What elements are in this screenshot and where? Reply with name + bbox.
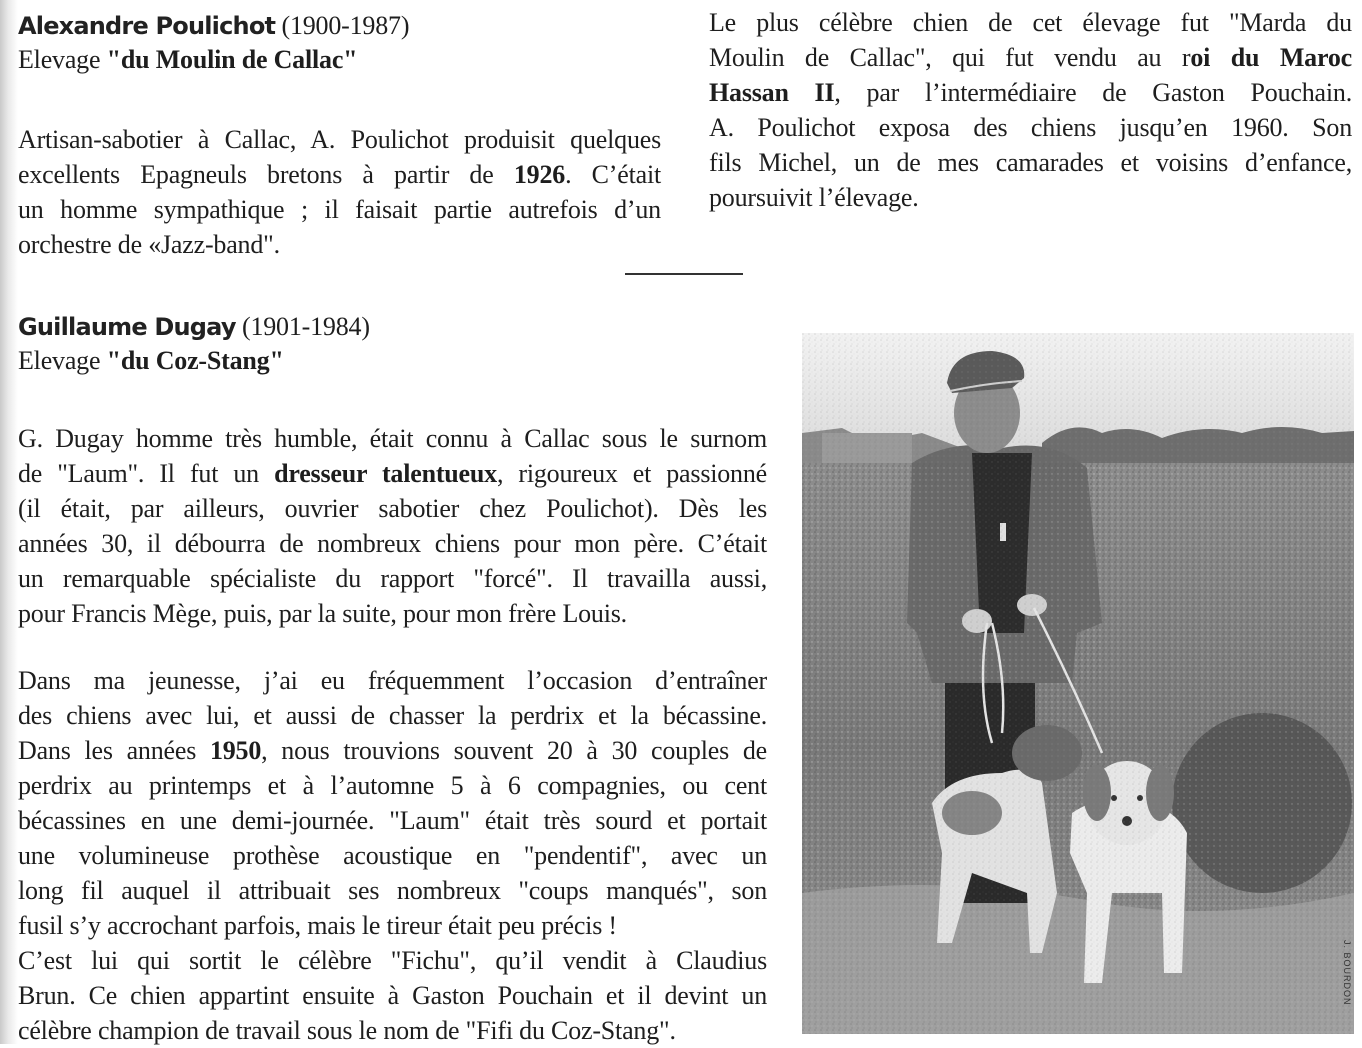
section-heading (18, 9, 661, 43)
kennel-line (18, 344, 767, 378)
kennel-prefix: Elevage (18, 346, 107, 375)
text-run: fils Michel, un de mes camarades et voisins d’enfance, (709, 148, 1352, 177)
text-run: Le plus célèbre chien de cet élevage fut "Marda du (709, 8, 1352, 37)
text-run: une volumineuse prothèse acoustique en "pendentif", avec un (18, 841, 767, 870)
text-line (18, 122, 661, 157)
text-line (18, 596, 767, 631)
person-name: Alexandre Poulichot (18, 12, 276, 40)
paragraph (18, 122, 661, 262)
text-run: . C’était (565, 160, 661, 189)
text-line (709, 180, 1352, 215)
scan-edge-shadow (0, 0, 18, 1044)
section-dugay (18, 310, 767, 1048)
kennel-name: "du Coz-Stang" (106, 346, 284, 375)
person-name: Guillaume Dugay (18, 313, 236, 341)
bold-text: Hassan II (709, 78, 835, 107)
text-line (18, 526, 767, 561)
paragraph (709, 5, 1352, 215)
text-run: , rigoureux et passionné (496, 459, 768, 488)
section-poulichot-right (709, 5, 1352, 215)
text-line (709, 40, 1352, 75)
text-line (709, 110, 1352, 145)
text-run: (il était, par ailleurs, ouvrier sabotier chez Poulichot). Dès les (18, 494, 767, 523)
photo-dugay-with-dogs (802, 333, 1354, 1034)
text-line (18, 978, 767, 1013)
text-run: Artisan-sabotier à Callac, A. Poulichot produisit quelques (18, 125, 661, 154)
text-line (18, 838, 767, 873)
text-run: G. Dugay homme très humble, était connu à Callac sous le surnom (18, 424, 767, 453)
section-divider (625, 273, 743, 275)
text-run: bécassines en une demi-journée. "Laum" était très sourd et portait (18, 806, 767, 835)
text-line (18, 768, 767, 803)
kennel-line (18, 43, 661, 77)
person-years: (1901-1984) (242, 312, 370, 341)
text-line (18, 908, 767, 943)
text-line (18, 561, 767, 596)
text-line (18, 421, 767, 456)
kennel-prefix: Elevage (18, 45, 107, 74)
text-run: un homme sympathique ; il faisait partie autrefois d’un (18, 195, 661, 224)
text-line (18, 663, 767, 698)
text-line (18, 733, 767, 768)
bold-text: oi du Maroc (1190, 43, 1352, 72)
text-run: un remarquable spécialiste du rapport "forcé". Il travailla aussi, (18, 564, 767, 593)
text-run: fusil s’y accrochant parfois, mais le tireur était peu précis ! (18, 911, 617, 940)
text-line (18, 157, 661, 192)
section-heading (18, 310, 767, 344)
text-line (18, 192, 661, 227)
text-run: perdrix au printemps et à l’automne 5 à 6 compagnies, ou cent (18, 771, 767, 800)
text-line (18, 943, 767, 978)
text-run: de "Laum". Il fut un (18, 459, 275, 488)
text-run: , par l’intermédiaire de Gaston Pouchain. (834, 78, 1352, 107)
bold-text: dresseur talentueux (274, 459, 497, 488)
text-line (18, 698, 767, 733)
text-line (18, 803, 767, 838)
text-run: C’est lui qui sortit le célèbre "Fichu", qu’il vendit à Claudius (18, 946, 767, 975)
photo-illustration (802, 333, 1354, 1034)
text-run: des chiens avec lui, et aussi de chasser la perdrix et la bécassine. (18, 701, 767, 730)
text-run: poursuivit l’élevage. (709, 183, 919, 212)
text-run: A. Poulichot exposa des chiens jusqu’en 1960. Son (709, 113, 1352, 142)
bold-text: 1926 (513, 160, 566, 189)
photo-credit: J. BOURDON (1342, 940, 1352, 1006)
text-run: pour Francis Mège, puis, par la suite, pour mon frère Louis. (18, 599, 627, 628)
section-poulichot-left (18, 9, 661, 262)
text-run: long fil auquel il attribuait ses nombreux "coups manqués", son (18, 876, 767, 905)
text-run: orchestre de «Jazz-band". (18, 230, 280, 259)
text-run: célèbre champion de travail sous le nom de "Fifi du Coz-Stang". (18, 1016, 676, 1045)
person-years: (1900-1987) (281, 11, 410, 40)
text-line (18, 1013, 767, 1048)
text-line (18, 491, 767, 526)
text-run: Moulin de Callac", qui fut vendu au r (709, 43, 1191, 72)
text-run: excellents Epagneuls bretons à partir de (18, 160, 514, 189)
paragraph (18, 663, 767, 1048)
text-line (18, 873, 767, 908)
kennel-name: "du Moulin de Callac" (106, 45, 358, 74)
text-run: Brun. Ce chien appartint ensuite à Gaston Pouchain et il devint un (18, 981, 767, 1010)
bold-text: 1950 (209, 736, 262, 765)
text-line (18, 456, 767, 491)
text-line (18, 227, 661, 262)
paragraph (18, 421, 767, 631)
text-run: années 30, il débourra de nombreux chiens pour mon père. C’était (18, 529, 767, 558)
text-line (709, 75, 1352, 110)
text-run: Dans ma jeunesse, j’ai eu fréquemment l’occasion d’entraîner (18, 666, 767, 695)
text-line (709, 145, 1352, 180)
text-run: Dans les années (18, 736, 210, 765)
text-line (709, 5, 1352, 40)
text-run: , nous trouvions souvent 20 à 30 couples de (261, 736, 767, 765)
